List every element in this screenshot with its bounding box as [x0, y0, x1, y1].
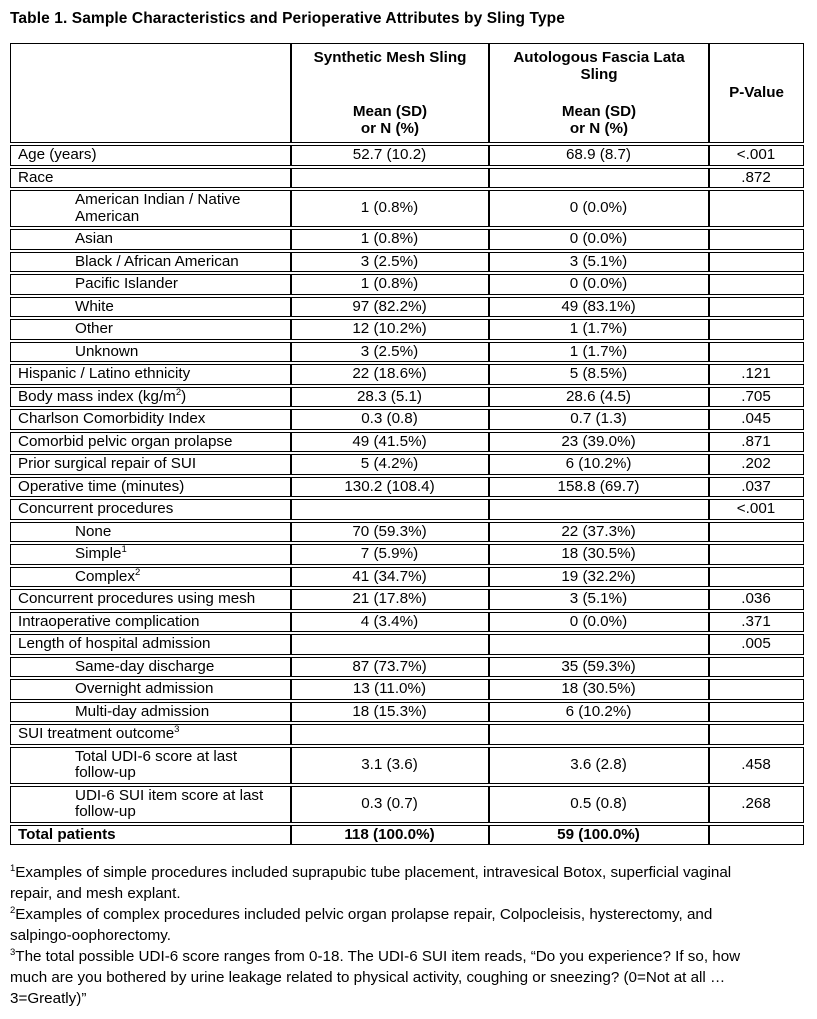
table-row — [10, 567, 804, 588]
row-label-text: American Indian / Native American — [75, 191, 241, 225]
row-label — [10, 612, 291, 633]
cell-pvalue: .458 — [709, 747, 804, 784]
cell-pvalue — [709, 567, 804, 588]
cell-pvalue: .037 — [709, 477, 804, 498]
cell-fascia-value: 18 (30.5%) — [489, 679, 709, 700]
cell-pvalue: .872 — [709, 168, 804, 189]
row-label-superscript: 1 — [121, 544, 127, 555]
table-row — [10, 477, 804, 498]
row-label — [10, 274, 291, 295]
cell-synthetic-value: 5 (4.2%) — [291, 454, 489, 475]
cell-pvalue — [709, 190, 804, 227]
cell-pvalue — [709, 679, 804, 700]
cell-fascia-value: 1 (1.7%) — [489, 319, 709, 340]
row-label-text: Operative time (minutes) — [18, 477, 185, 495]
cell-fascia-value — [489, 168, 709, 189]
cell-synthetic-value: 0.3 (0.8) — [291, 409, 489, 430]
footnote-text: Examples of simple procedures included suprapubic tube placement, intravesical Botox, superficial vaginal repair, and mesh explant. — [10, 864, 732, 902]
table-row — [10, 747, 804, 784]
row-label-text: Body mass index (kg/m — [18, 387, 176, 405]
header-stub-cell — [10, 43, 291, 143]
table-row — [10, 522, 804, 543]
table-row — [10, 657, 804, 678]
cell-pvalue: <.001 — [709, 499, 804, 520]
cell-fascia-value: 6 (10.2%) — [489, 454, 709, 475]
cell-synthetic-value: 3 (2.5%) — [291, 252, 489, 273]
table-row — [10, 387, 804, 408]
footnote-superscript: 3 — [10, 946, 16, 958]
cell-fascia-value: 0 (0.0%) — [489, 274, 709, 295]
footnote — [10, 946, 747, 1009]
row-label-text: Black / African American — [75, 252, 239, 270]
cell-fascia-value: 35 (59.3%) — [489, 657, 709, 678]
header-pvalue-cell: P-Value — [709, 43, 804, 143]
cell-synthetic-value: 87 (73.7%) — [291, 657, 489, 678]
row-label-superscript: 3 — [174, 724, 180, 735]
row-label-text: Total UDI-6 score at last follow-up — [75, 747, 238, 781]
cell-pvalue: .371 — [709, 612, 804, 633]
row-label — [10, 454, 291, 475]
cell-pvalue — [709, 297, 804, 318]
table-row — [10, 252, 804, 273]
header-fascia-cell — [489, 43, 709, 143]
table-row — [10, 454, 804, 475]
table-row — [10, 612, 804, 633]
table-row — [10, 432, 804, 453]
cell-pvalue — [709, 229, 804, 250]
row-label-text: Prior surgical repair of SUI — [18, 455, 197, 472]
cell-synthetic-value: 52.7 (10.2) — [291, 145, 489, 166]
cell-synthetic-value: 49 (41.5%) — [291, 432, 489, 453]
row-label-text: Same-day discharge — [75, 657, 215, 675]
cell-synthetic-value — [291, 724, 489, 745]
header-synthetic-stack — [296, 48, 484, 138]
row-label-text: Comorbid pelvic organ prolapse — [18, 432, 233, 450]
table-row — [10, 168, 804, 189]
header-fascia-sub1: Mean (SD) — [561, 103, 637, 120]
table-row — [10, 589, 804, 610]
table-row — [10, 499, 804, 520]
row-label-text: Concurrent procedures — [18, 500, 174, 517]
row-label — [10, 567, 291, 588]
row-label — [10, 190, 291, 227]
table-row — [10, 190, 804, 227]
row-label — [10, 145, 291, 166]
cell-fascia-value: 23 (39.0%) — [489, 432, 709, 453]
cell-synthetic-value: 118 (100.0%) — [291, 825, 489, 846]
table-row — [10, 409, 804, 430]
row-label-text: Age (years) — [18, 146, 97, 163]
header-fascia-title: Autologous Fascia Lata Sling — [513, 49, 685, 83]
row-label-text: Pacific Islander — [75, 275, 178, 292]
row-label — [10, 168, 291, 189]
cell-pvalue: .121 — [709, 364, 804, 385]
row-label — [10, 477, 291, 498]
row-label-superscript: 2 — [175, 386, 182, 398]
row-label — [10, 432, 291, 453]
row-label — [10, 679, 291, 700]
cell-fascia-value — [489, 634, 709, 655]
row-label — [10, 786, 291, 823]
header-synthetic-sub1: Mean (SD) — [352, 103, 428, 120]
cell-synthetic-value: 7 (5.9%) — [291, 544, 489, 565]
cell-fascia-value: 5 (8.5%) — [489, 364, 709, 385]
cell-synthetic-value: 12 (10.2%) — [291, 319, 489, 340]
cell-fascia-value: 3 (5.1%) — [489, 589, 709, 610]
footnote-text: Examples of complex procedures included pelvic organ prolapse repair, Colpocleisis, hysterectomy, and salpingo-oophorectomy. — [10, 906, 713, 944]
row-label-text: Length of hospital admission — [18, 635, 211, 652]
cell-fascia-value: 28.6 (4.5) — [489, 387, 709, 408]
row-label-text: Charlson Comorbidity Index — [18, 410, 206, 427]
cell-pvalue — [709, 342, 804, 363]
cell-synthetic-value: 97 (82.2%) — [291, 297, 489, 318]
row-label — [10, 364, 291, 385]
cell-fascia-value — [489, 499, 709, 520]
table-row — [10, 634, 804, 655]
row-label-suffix: ) — [181, 387, 187, 405]
footnote-superscript: 1 — [10, 862, 16, 874]
cell-fascia-value: 22 (37.3%) — [489, 522, 709, 543]
row-label-text: Concurrent procedures using mesh — [18, 590, 256, 607]
cell-synthetic-value: 130.2 (108.4) — [291, 477, 489, 498]
cell-fascia-value: 6 (10.2%) — [489, 702, 709, 723]
cell-pvalue — [709, 657, 804, 678]
row-label-text: None — [75, 522, 112, 540]
table-row — [10, 679, 804, 700]
table-title: Table 1. Sample Characteristics and Perioperative Attributes by Sling Type — [10, 10, 565, 27]
row-label-text: Multi-day admission — [75, 702, 210, 720]
table-row — [10, 342, 804, 363]
cell-synthetic-value — [291, 168, 489, 189]
header-row — [10, 43, 804, 143]
table-header — [10, 43, 804, 143]
row-label-text: UDI-6 SUI item score at last follow-up — [75, 786, 264, 820]
cell-fascia-value: 68.9 (8.7) — [489, 145, 709, 166]
cell-pvalue — [709, 724, 804, 745]
sample-characteristics-table — [10, 41, 804, 847]
cell-fascia-value — [489, 724, 709, 745]
row-label-text: Race — [18, 168, 54, 186]
cell-synthetic-value: 4 (3.4%) — [291, 612, 489, 633]
cell-synthetic-value: 28.3 (5.1) — [291, 387, 489, 408]
cell-synthetic-value: 22 (18.6%) — [291, 364, 489, 385]
cell-fascia-value: 0 (0.0%) — [489, 229, 709, 250]
cell-fascia-value: 3 (5.1%) — [489, 252, 709, 273]
cell-synthetic-value: 1 (0.8%) — [291, 190, 489, 227]
row-label-text: Unknown — [75, 342, 139, 360]
cell-pvalue: .005 — [709, 634, 804, 655]
table-row — [10, 786, 804, 823]
row-label — [10, 319, 291, 340]
cell-synthetic-value: 3.1 (3.6) — [291, 747, 489, 784]
footnote — [10, 862, 747, 904]
cell-pvalue: .871 — [709, 432, 804, 453]
header-synthetic-cell — [291, 43, 489, 143]
row-label-text: White — [75, 297, 114, 315]
cell-pvalue: .268 — [709, 786, 804, 823]
cell-fascia-value: 0 (0.0%) — [489, 612, 709, 633]
cell-fascia-value: 19 (32.2%) — [489, 567, 709, 588]
cell-synthetic-value: 0.3 (0.7) — [291, 786, 489, 823]
cell-synthetic-value — [291, 634, 489, 655]
cell-synthetic-value: 18 (15.3%) — [291, 702, 489, 723]
row-label — [10, 387, 291, 408]
header-fascia-stack — [494, 48, 704, 138]
cell-fascia-value: 0 (0.0%) — [489, 190, 709, 227]
row-label-text: Complex — [75, 567, 135, 585]
table-row — [10, 229, 804, 250]
cell-pvalue: .202 — [709, 454, 804, 475]
table-body — [10, 145, 804, 845]
row-label-text: Simple — [75, 545, 122, 562]
table-row — [10, 825, 804, 846]
cell-pvalue — [709, 522, 804, 543]
cell-pvalue: .036 — [709, 589, 804, 610]
footnote — [10, 904, 747, 946]
cell-synthetic-value: 1 (0.8%) — [291, 229, 489, 250]
cell-pvalue — [709, 274, 804, 295]
header-synthetic-sub2: or N (%) — [360, 119, 420, 137]
header-synthetic-title: Synthetic Mesh Sling — [313, 49, 467, 66]
table-row — [10, 724, 804, 745]
row-label — [10, 589, 291, 610]
row-label — [10, 252, 291, 273]
cell-pvalue: .705 — [709, 387, 804, 408]
cell-pvalue — [709, 702, 804, 723]
row-label-text: SUI treatment outcome — [18, 725, 175, 742]
cell-fascia-value: 0.7 (1.3) — [489, 409, 709, 430]
cell-synthetic-value: 21 (17.8%) — [291, 589, 489, 610]
row-label-text: Total patients — [18, 825, 116, 843]
cell-synthetic-value: 41 (34.7%) — [291, 567, 489, 588]
row-label-superscript: 2 — [134, 566, 141, 578]
row-label — [10, 342, 291, 363]
table-row — [10, 544, 804, 565]
header-synthetic-subblock — [296, 104, 484, 137]
cell-pvalue: .045 — [709, 409, 804, 430]
row-label-text: Intraoperative complication — [18, 612, 200, 630]
row-label — [10, 747, 291, 784]
header-fascia-subblock — [494, 104, 704, 137]
cell-fascia-value: 158.8 (69.7) — [489, 477, 709, 498]
table-row — [10, 145, 804, 166]
cell-pvalue — [709, 825, 804, 846]
cell-synthetic-value: 70 (59.3%) — [291, 522, 489, 543]
cell-fascia-value: 49 (83.1%) — [489, 297, 709, 318]
cell-fascia-value: 0.5 (0.8) — [489, 786, 709, 823]
table-row — [10, 297, 804, 318]
row-label — [10, 702, 291, 723]
footnote-text: The total possible UDI-6 score ranges from 0-18. The UDI-6 SUI item reads, “Do you experience? If so, how much are you bothered by urine leakage related to physical activity, coughing or sneezing? (0=Not at all … 3=Greatly)” — [10, 948, 741, 1007]
table-row — [10, 702, 804, 723]
cell-pvalue — [709, 252, 804, 273]
cell-pvalue — [709, 319, 804, 340]
cell-fascia-value: 3.6 (2.8) — [489, 747, 709, 784]
row-label — [10, 825, 291, 846]
row-label-text: Asian — [75, 230, 113, 247]
cell-synthetic-value: 1 (0.8%) — [291, 274, 489, 295]
row-label — [10, 544, 291, 565]
row-label — [10, 499, 291, 520]
row-label — [10, 229, 291, 250]
cell-fascia-value: 1 (1.7%) — [489, 342, 709, 363]
footnote-superscript: 2 — [10, 904, 16, 916]
cell-fascia-value: 59 (100.0%) — [489, 825, 709, 846]
row-label — [10, 657, 291, 678]
header-fascia-sub2: or N (%) — [569, 119, 629, 137]
footnotes — [10, 862, 747, 1009]
row-label — [10, 522, 291, 543]
cell-fascia-value: 18 (30.5%) — [489, 544, 709, 565]
cell-synthetic-value: 3 (2.5%) — [291, 342, 489, 363]
row-label — [10, 297, 291, 318]
row-label — [10, 409, 291, 430]
row-label-text: Hispanic / Latino ethnicity — [18, 365, 191, 382]
cell-synthetic-value — [291, 499, 489, 520]
cell-pvalue — [709, 544, 804, 565]
row-label — [10, 634, 291, 655]
cell-synthetic-value: 13 (11.0%) — [291, 679, 489, 700]
row-label-text: Other — [75, 320, 113, 337]
row-label-text: Overnight admission — [75, 680, 214, 697]
cell-pvalue: <.001 — [709, 145, 804, 166]
table-row — [10, 364, 804, 385]
table-row — [10, 319, 804, 340]
table-row — [10, 274, 804, 295]
row-label — [10, 724, 291, 745]
